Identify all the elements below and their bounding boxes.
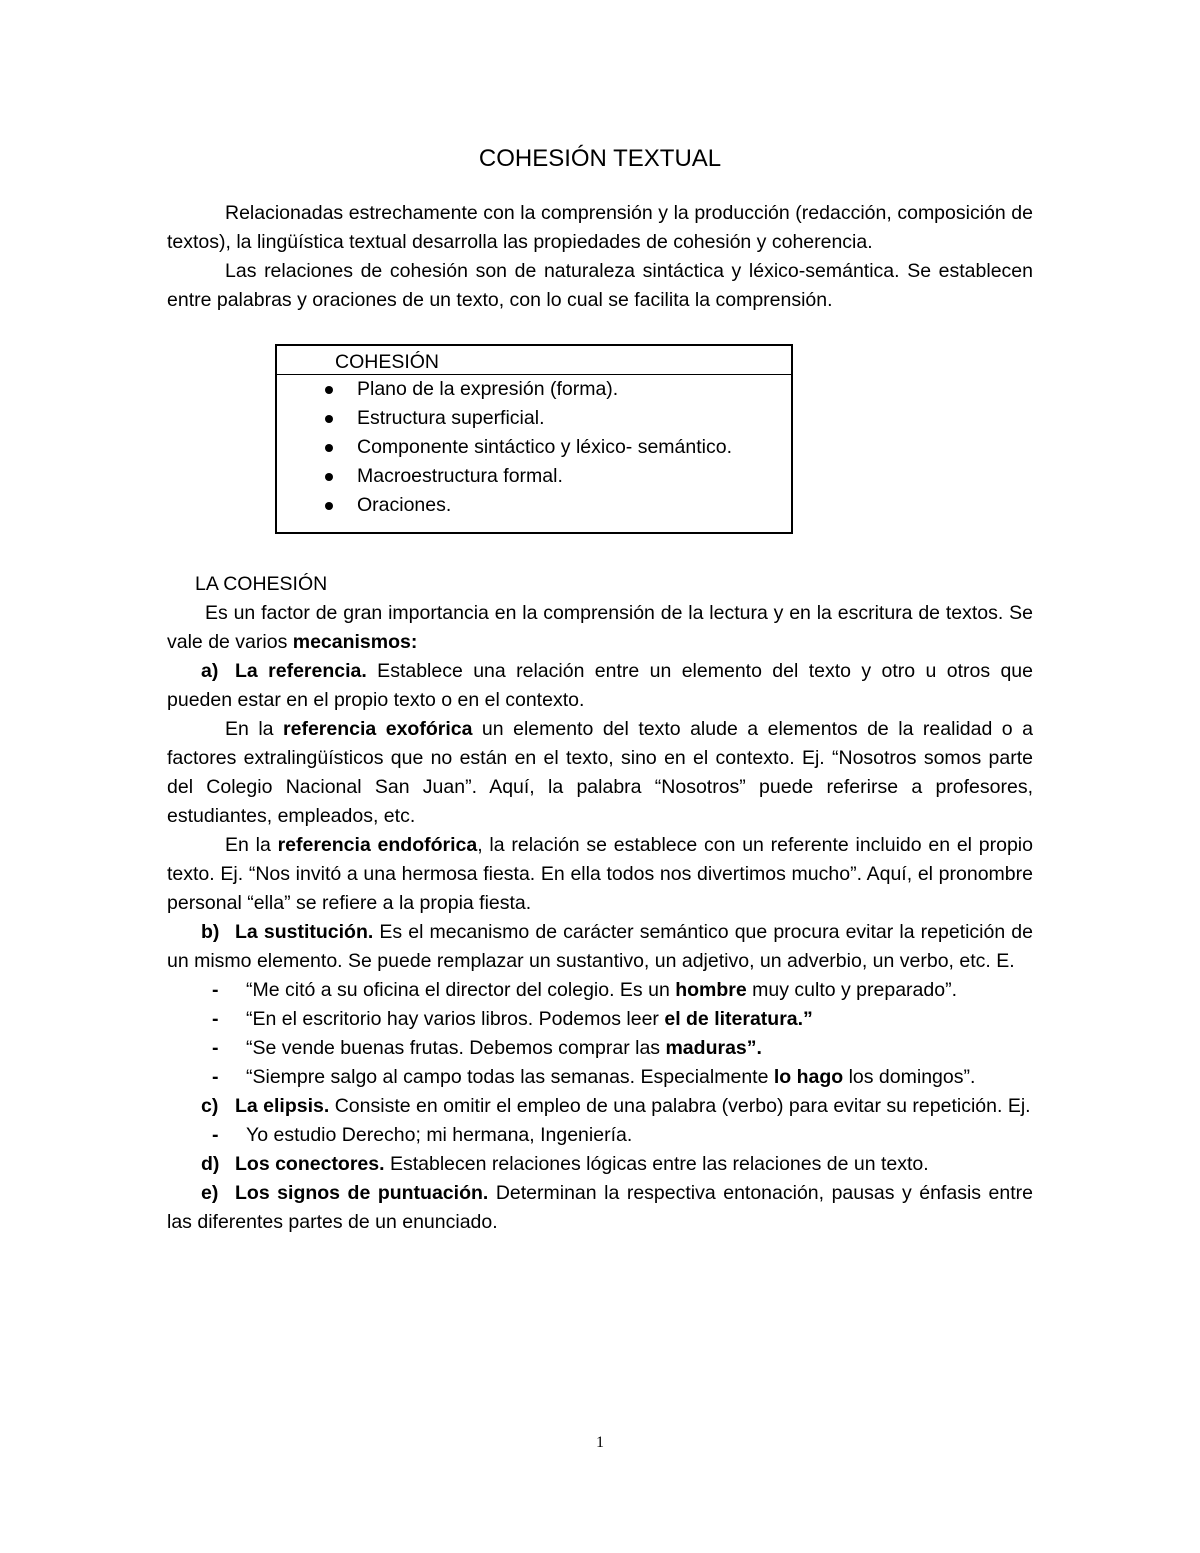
item-a: a) La referencia. Establece una relación entre un elemento del texto y otro u otros que pueden estar en el propio texto o en el contexto. bbox=[167, 660, 1034, 711]
substitution-examples bbox=[167, 976, 1033, 1092]
document-title: COHESIÓN TEXTUAL bbox=[478, 145, 722, 172]
list-item: - “Me citó a su oficina el director del colegio. Es un hombre muy culto y preparado”. bbox=[212, 979, 957, 1001]
box-heading: COHESIÓN bbox=[277, 346, 791, 375]
box-list-item: Componente sintáctico y léxico- semántico. bbox=[321, 433, 791, 462]
exophoric-paragraph: En la referencia exofórica un elemento del texto alude a elementos de la realidad o a factores extralingüísticos que no están en el texto, sino en el contexto. Ej. “Nosotros somos parte del Colegio Nacional San Juan”. Aquí, la palabra “Nosotros” puede referirse a profesores, estudiantes, empleados, etc. bbox=[167, 718, 1033, 827]
list-item: - “Se vende buenas frutas. Debemos comprar las maduras”. bbox=[212, 1037, 762, 1059]
box-list-item: Estructura superficial. bbox=[321, 404, 791, 433]
item-e: e) Los signos de puntuación. Determinan la respectiva entonación, pausas y énfasis entre las diferentes partes de un enunciado. bbox=[167, 1182, 1033, 1233]
bullet-icon bbox=[325, 386, 333, 394]
section-title: LA COHESIÓN bbox=[195, 573, 328, 595]
bullet-icon bbox=[325, 415, 333, 423]
cohesion-summary-box bbox=[275, 344, 793, 534]
ellipsis-examples bbox=[167, 1121, 1033, 1150]
intro-paragraph-1: Relacionadas estrechamente con la comprensión y la producción (redacción, composición de textos), la lingüística textual desarrolla las propiedades de cohesión y coherencia. bbox=[167, 202, 1033, 253]
bullet-icon bbox=[325, 444, 333, 452]
bullet-icon bbox=[325, 502, 333, 510]
list-item: - Yo estudio Derecho; mi hermana, Ingeniería. bbox=[212, 1124, 633, 1146]
list-item: - “Siempre salgo al campo todas las semanas. Especialmente lo hago los domingos”. bbox=[212, 1066, 976, 1088]
section-lead: Es un factor de gran importancia en la comprensión de la lectura y en la escritura de textos. Se vale de varios mecanismos: bbox=[167, 602, 1033, 653]
item-c: c) La elipsis. Consiste en omitir el empleo de una palabra (verbo) para evitar su repetición. Ej. bbox=[201, 1095, 1031, 1117]
box-list-item: Oraciones. bbox=[321, 491, 791, 520]
list-item: - “En el escritorio hay varios libros. Podemos leer el de literatura.” bbox=[212, 1008, 813, 1030]
page-number: 1 bbox=[596, 1434, 604, 1451]
box-list bbox=[277, 375, 791, 532]
box-list-item: Plano de la expresión (forma). bbox=[321, 375, 791, 404]
document-content bbox=[167, 143, 1033, 1237]
box-list-item: Macroestructura formal. bbox=[321, 462, 791, 491]
item-d: d) Los conectores. Establecen relaciones lógicas entre las relaciones de un texto. bbox=[201, 1153, 929, 1175]
intro-paragraph-2: Las relaciones de cohesión son de naturaleza sintáctica y léxico-semántica. Se establecen entre palabras y oraciones de un texto, con lo cual se facilita la comprensión. bbox=[167, 260, 1033, 311]
endophoric-paragraph: En la referencia endofórica, la relación se establece con un referente incluido en el propio texto. Ej. “Nos invitó a una hermosa fiesta. En ella todos nos divertimos mucho”. Aquí, el pronombre personal “ella” se refiere a la propia fiesta. bbox=[167, 834, 1033, 914]
item-b: b) La sustitución. Es el mecanismo de carácter semántico que procura evitar la repetición de un mismo elemento. Se puede remplazar un sustantivo, un adjetivo, un adverbio, un verbo, etc. E. bbox=[167, 921, 1033, 972]
bullet-icon bbox=[325, 473, 333, 481]
